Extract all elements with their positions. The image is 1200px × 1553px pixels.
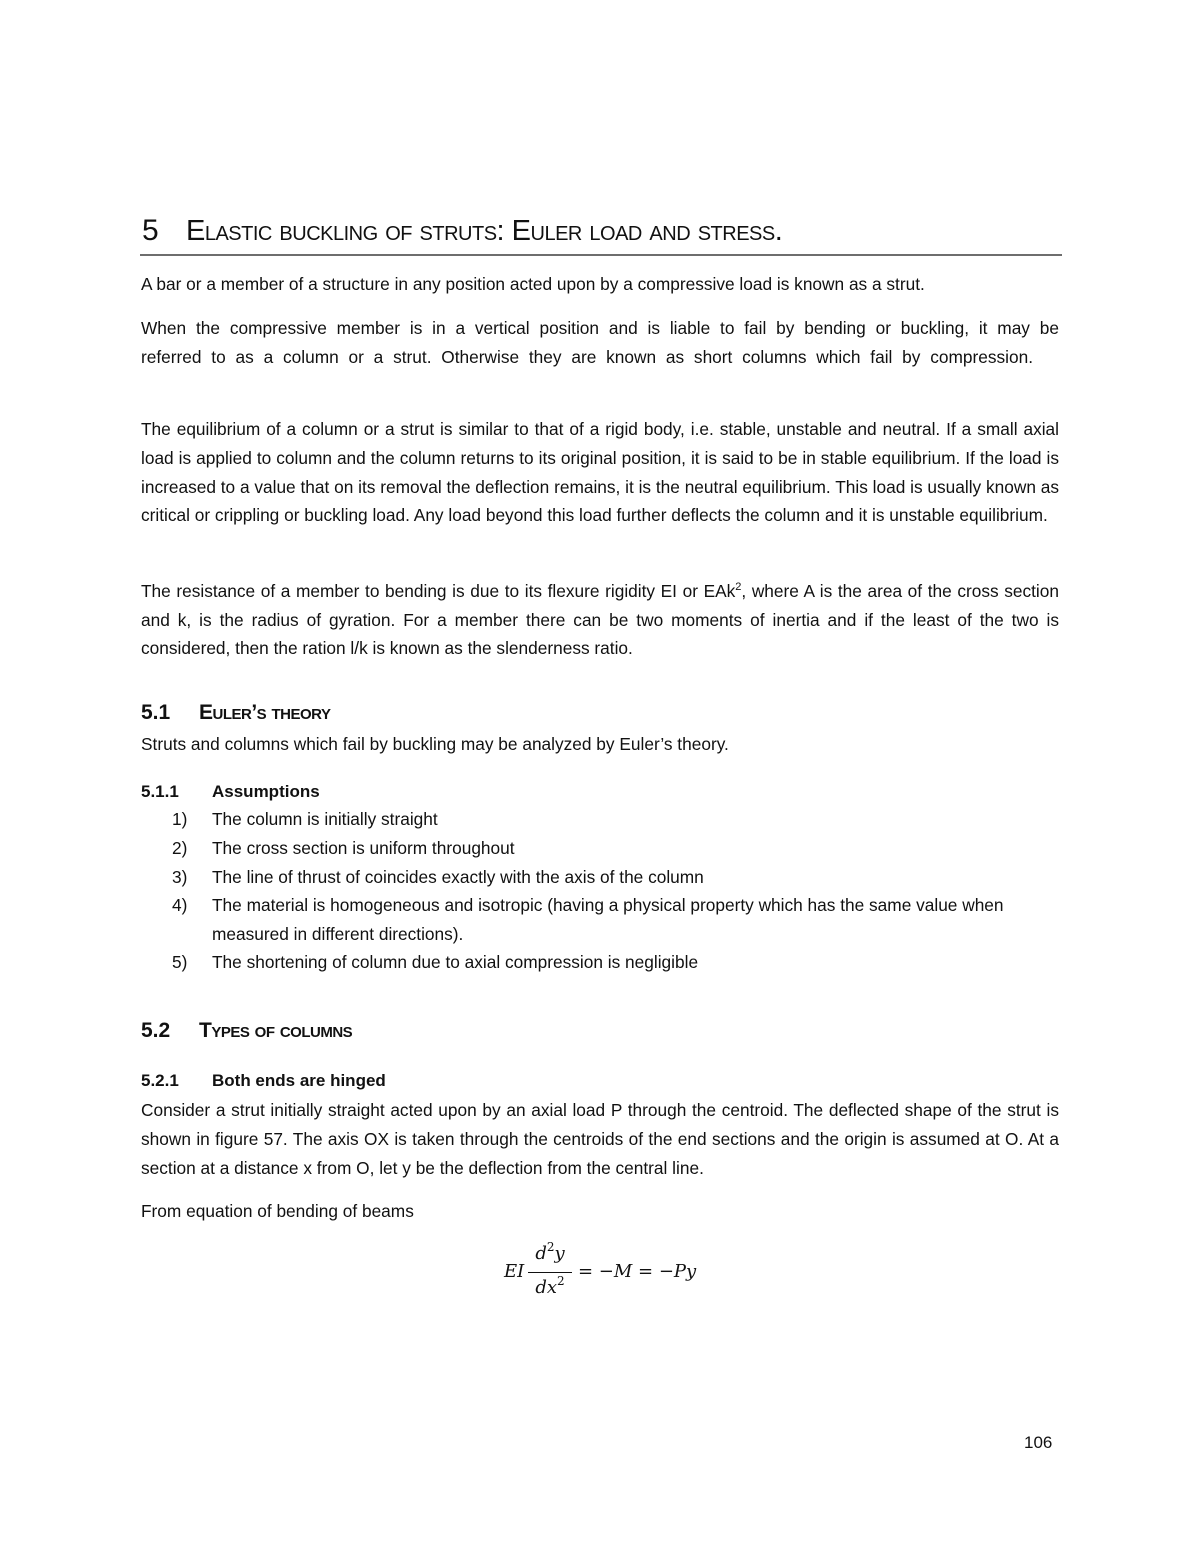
section-title: Assumptions	[212, 782, 320, 801]
section-heading-5-1-1	[141, 780, 320, 804]
intro-paragraph-4	[141, 573, 1059, 663]
section-5-2-1-text: Consider a strut initially straight acted upon by an axial load P through the centroid. The deflected shape of the strut is shown in figure 57. The axis OX is taken through the centroids of the end sections and the origin is assumed at O. At a section at a distance x from O, let y be the deflection from the central line.	[141, 1100, 1059, 1178]
superscript-two: 2	[735, 581, 742, 593]
list-marker: 1)	[172, 809, 188, 829]
section-number: 5.1.1	[141, 782, 179, 801]
equation-numerator: $d^2y$	[535, 1240, 565, 1264]
fraction-bar	[528, 1272, 572, 1273]
section-title: Types of columns	[199, 1019, 353, 1042]
list-marker: 5)	[172, 952, 188, 972]
intro-paragraph-1: A bar or a member of a structure in any position acted upon by a compressive load is known as a strut.	[141, 274, 925, 294]
section-heading-5-2-1	[141, 1069, 386, 1093]
intro-paragraph-3: The equilibrium of a column or a strut is similar to that of a rigid body, i.e. stable, unstable and neutral. If a small axial load is applied to column and the column returns to its original position, it is said to be in stable equilibrium. If the load is increased to a value that on its removal the deflection remains, it is the neutral equilibrium. This load is usually known as critical or crippling or buckling load. Any load beyond this load further deflects the column and it is unstable equilibrium.	[141, 419, 1059, 526]
equation-lhs: EI	[504, 1261, 525, 1282]
list-item-text: The cross section is uniform throughout	[212, 838, 515, 858]
equation-denominator: $dx^2$	[535, 1274, 565, 1298]
list-item-text: The line of thrust of coincides exactly with the axis of the column	[212, 867, 704, 887]
page-number: 106	[1024, 1433, 1053, 1452]
list-item-text: The shortening of column due to axial compression is negligible	[212, 952, 699, 972]
section-heading-5-2	[141, 1017, 352, 1045]
section-number: 5.2.1	[141, 1071, 179, 1090]
intro-paragraph-4-part-1: The resistance of a member to bending is due to its flexure rigidity EI or EAk	[141, 580, 736, 601]
chapter-title: Elastic buckling of struts: Euler load and stress.	[186, 215, 783, 247]
intro-paragraph-4-part-2: , where A is the area of the cross section and k, is the radius of gyration. For a member there can be two moments of inertia and if the least of the two is considered, then the ration l/k is known as the slenderness ratio.	[141, 580, 1059, 659]
section-5-1-text: Struts and columns which fail by buckling may be analyzed by Euler’s theory.	[141, 734, 729, 754]
section-title: Euler’s theory	[199, 701, 331, 724]
bending-equation	[504, 1240, 704, 1304]
chapter-heading	[140, 212, 1062, 256]
list-marker: 2)	[172, 838, 188, 858]
list-item-text: The column is initially straight	[212, 809, 438, 829]
intro-paragraph-2: When the compressive member is in a vertical position and is liable to fail by bending or buckling, it may be referred to as a column or a strut. Otherwise they are known as short columns which fail by compression.	[141, 318, 1059, 367]
list-marker: 4)	[172, 895, 188, 915]
section-number: 5.2	[141, 1019, 171, 1042]
equation-rhs: = −M = −Py	[578, 1261, 697, 1282]
chapter-number: 5	[142, 214, 159, 247]
section-number: 5.1	[141, 701, 171, 724]
list-item-text: The material is homogeneous and isotropic (having a physical property which has the same value when measured in different directions).	[212, 895, 1004, 944]
section-5-2-1-text-2: From equation of bending of beams	[141, 1201, 414, 1221]
section-title: Both ends are hinged	[212, 1071, 386, 1090]
section-heading-5-1	[141, 699, 330, 727]
list-marker: 3)	[172, 867, 188, 887]
